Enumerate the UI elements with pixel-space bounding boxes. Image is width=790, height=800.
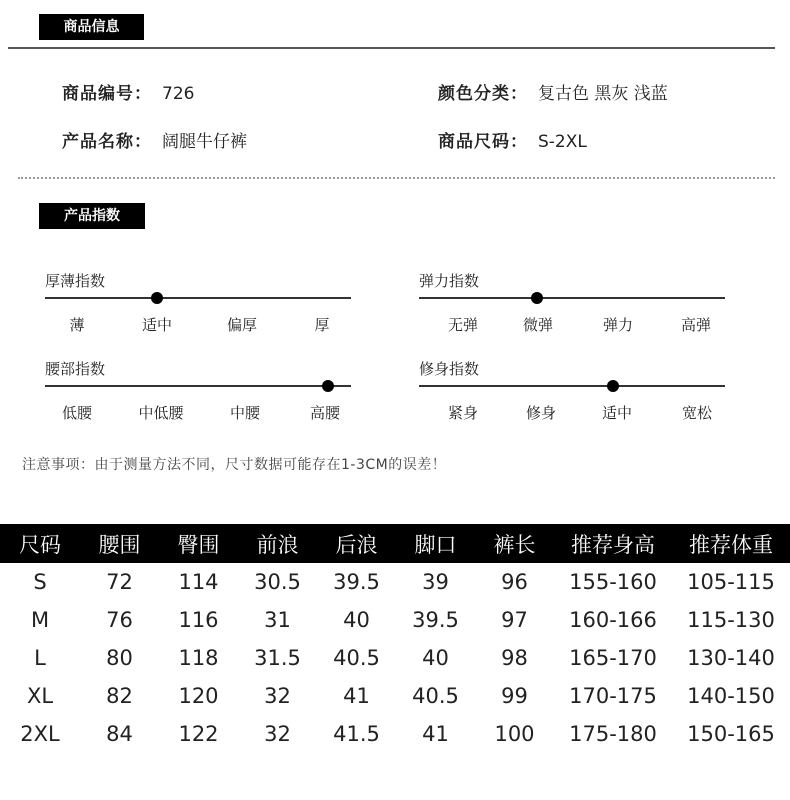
index-scale-line: [45, 385, 351, 387]
table-cell: 99: [501, 684, 528, 708]
table-cell: 96: [501, 570, 528, 594]
table-cell: XL: [26, 684, 54, 708]
index-label: 宽松: [681, 404, 712, 422]
index-label: 中低腰: [138, 404, 184, 422]
section-divider: [8, 47, 775, 49]
table-header-row: [0, 524, 790, 563]
table-cell: 72: [106, 570, 133, 594]
table-cell: 40.5: [412, 684, 459, 708]
table-row: [0, 601, 790, 639]
index-title: 厚薄指数: [45, 272, 106, 290]
header-size: 尺码: [0, 524, 80, 563]
table-cell: 30.5: [254, 570, 301, 594]
table-cell: 82: [106, 684, 133, 708]
table-cell: 100: [494, 722, 535, 746]
table-cell: 32: [264, 684, 291, 708]
table-cell: 39.5: [333, 570, 380, 594]
table-cell: 165-170: [569, 646, 657, 670]
table-cell: 155-160: [569, 570, 657, 594]
section-tag-product-info: 商品信息: [39, 14, 144, 40]
table-cell: 97: [501, 608, 528, 632]
info-product-number: [62, 79, 194, 104]
table-cell: 40.5: [333, 646, 380, 670]
dotted-divider: [18, 177, 775, 179]
index-label: 弹力: [602, 316, 633, 334]
table-cell: 98: [501, 646, 528, 670]
index-title: 修身指数: [419, 360, 480, 378]
info-label: 商品尺码：: [438, 132, 528, 152]
section-tag-product-index: 产品指数: [39, 203, 145, 229]
header-leg-opening: 脚口: [396, 524, 475, 563]
table-cell: 31: [264, 608, 291, 632]
table-cell: 76: [106, 608, 133, 632]
table-cell: 80: [106, 646, 133, 670]
info-color: [438, 79, 668, 104]
index-fit: [419, 358, 729, 428]
index-label: 偏厚: [226, 316, 257, 334]
index-label: 微弹: [522, 316, 553, 334]
table-cell: 84: [106, 722, 133, 746]
index-scale-line: [419, 385, 725, 387]
table-cell: 116: [178, 608, 219, 632]
table-cell: L: [34, 646, 46, 670]
index-marker: [607, 380, 619, 392]
measurement-note: 注意事项：由于测量方法不同，尺寸数据可能存在1-3CM的误差！: [22, 457, 447, 473]
index-title: 弹力指数: [419, 272, 480, 290]
table-row: [0, 563, 790, 601]
index-label: 适中: [141, 316, 172, 334]
table-row: [0, 639, 790, 677]
index-label: 薄: [69, 316, 85, 334]
table-cell: 105-115: [687, 570, 775, 594]
table-cell: 118: [178, 646, 219, 670]
table-cell: 114: [178, 570, 219, 594]
info-value: 阔腿牛仔裤: [162, 132, 247, 152]
table-cell: 39.5: [412, 608, 459, 632]
table-cell: 41.5: [333, 722, 380, 746]
info-product-name: [62, 127, 247, 152]
header-length: 裤长: [475, 524, 554, 563]
index-thickness: [45, 270, 355, 340]
header-hip: 臀围: [159, 524, 238, 563]
index-label: 高弹: [680, 316, 711, 334]
index-label: 中腰: [229, 404, 260, 422]
index-marker: [531, 292, 543, 304]
index-scale-line: [45, 297, 351, 299]
table-cell: 170-175: [569, 684, 657, 708]
index-label: 厚: [314, 316, 330, 334]
table-cell: 40: [343, 608, 370, 632]
table-cell: 40: [422, 646, 449, 670]
index-marker: [151, 292, 163, 304]
index-label: 无弹: [447, 316, 478, 334]
table-cell: 130-140: [687, 646, 775, 670]
index-waist: [45, 358, 355, 428]
table-cell: 41: [343, 684, 370, 708]
header-recommended-weight: 推荐体重: [672, 524, 790, 563]
table-cell: 120: [178, 684, 219, 708]
table-cell: 41: [422, 722, 449, 746]
table-cell: 2XL: [20, 722, 60, 746]
info-size-range: [438, 127, 587, 152]
index-label: 紧身: [447, 404, 478, 422]
info-value: 726: [162, 84, 195, 104]
table-cell: M: [30, 608, 50, 632]
table-cell: 175-180: [569, 722, 657, 746]
info-label: 产品名称：: [62, 132, 152, 152]
info-label: 商品编号：: [62, 84, 152, 104]
index-label: 低腰: [61, 404, 92, 422]
table-cell: 32: [264, 722, 291, 746]
table-cell: 39: [422, 570, 449, 594]
index-label: 高腰: [309, 404, 340, 422]
table-cell: 115-130: [687, 608, 775, 632]
index-scale-line: [419, 297, 725, 299]
table-cell: S: [33, 570, 47, 594]
header-front-rise: 前浪: [238, 524, 317, 563]
index-elasticity: [419, 270, 729, 340]
table-row: [0, 715, 790, 753]
table-cell: 160-166: [569, 608, 657, 632]
header-waist: 腰围: [80, 524, 159, 563]
info-value: S-2XL: [538, 132, 587, 152]
info-value: 复古色 黑灰 浅蓝: [538, 84, 668, 104]
header-recommended-height: 推荐身高: [554, 524, 672, 563]
index-title: 腰部指数: [45, 360, 106, 378]
info-label: 颜色分类：: [438, 84, 528, 104]
table-cell: 31.5: [254, 646, 301, 670]
table-cell: 122: [178, 722, 219, 746]
index-label: 适中: [601, 404, 632, 422]
index-marker: [322, 380, 334, 392]
table-cell: 150-165: [687, 722, 775, 746]
header-back-rise: 后浪: [317, 524, 396, 563]
table-cell: 140-150: [687, 684, 775, 708]
size-chart-table: [0, 524, 790, 753]
table-row: [0, 677, 790, 715]
index-label: 修身: [525, 404, 556, 422]
